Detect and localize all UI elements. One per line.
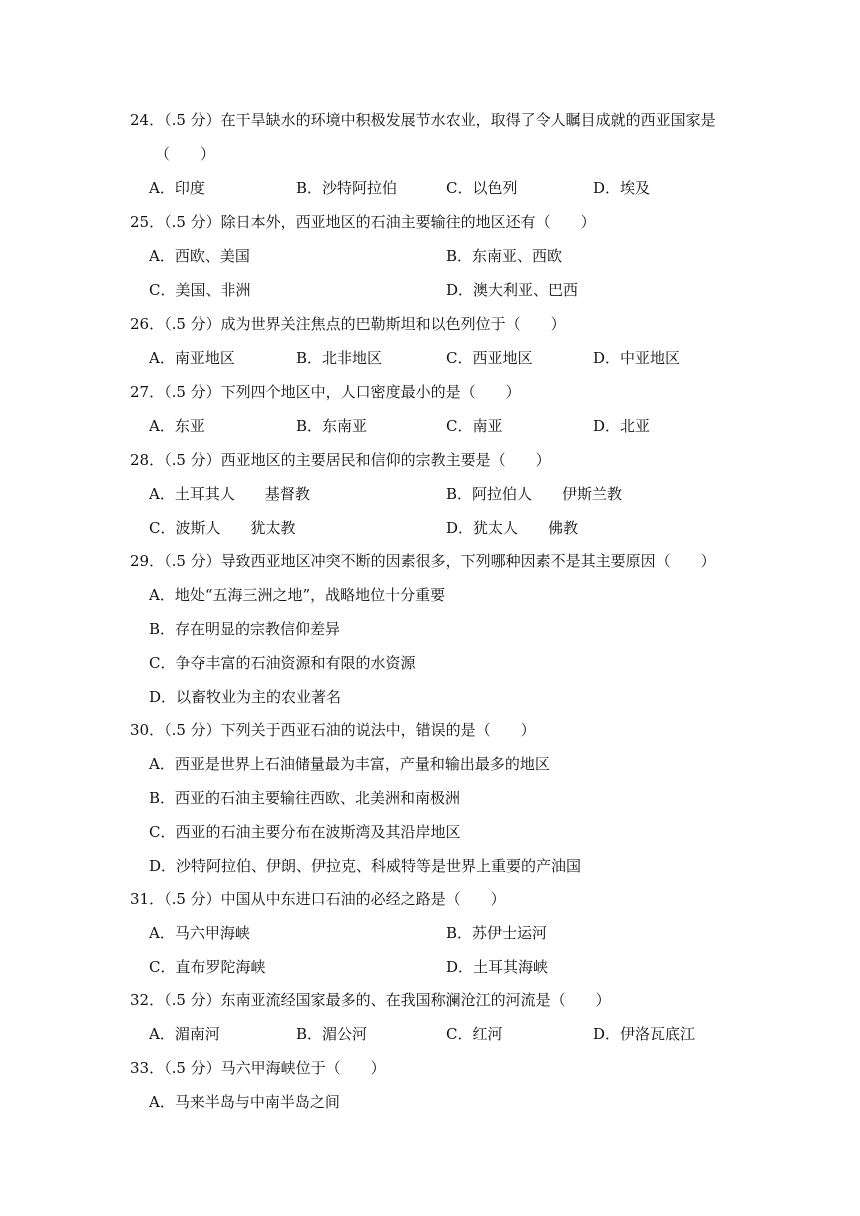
- question-32-stem: 32．（.5 分）东南亚流经国家最多的、在我国称澜沧江的河流是（ ）: [130, 991, 611, 1009]
- q25-option-d: D．澳大利亚、巴西: [446, 281, 579, 299]
- question-28-stem: 28．（.5 分）西亚地区的主要居民和信仰的宗教主要是（ ）: [130, 451, 551, 469]
- question-31-stem: 31．（.5 分）中国从中东进口石油的必经之路是（ ）: [130, 890, 506, 908]
- q24-option-d: D．埃及: [593, 179, 651, 197]
- question-26-stem: 26．（.5 分）成为世界关注焦点的巴勒斯坦和以色列位于（ ）: [130, 315, 566, 333]
- q31-option-b: B．苏伊士运河: [446, 924, 548, 942]
- question-24-stem: 24．（.5 分）在干旱缺水的环境中积极发展节水农业，取得了令人瞩目成就的西亚国家是: [130, 111, 716, 129]
- question-29-stem: 29．（.5 分）导致西亚地区冲突不断的因素很多，下列哪种因素不是其主要原因（ ）: [130, 552, 716, 570]
- q29-option-c: C．争夺丰富的石油资源和有限的水资源: [149, 654, 416, 672]
- q31-option-d: D．土耳其海峡: [446, 958, 549, 976]
- q28-option-d: D．犹太人 佛教: [446, 519, 579, 537]
- q28-option-a: A．土耳其人 基督教: [149, 485, 310, 503]
- q24-option-b: B．沙特阿拉伯: [296, 179, 398, 197]
- q28-option-c: C．波斯人 犹太教: [149, 519, 296, 537]
- q25-option-c: C．美国、非洲: [149, 281, 251, 299]
- question-30-stem: 30．（.5 分）下列关于西亚石油的说法中，错误的是（ ）: [130, 721, 536, 739]
- q25-option-a: A．西欧、美国: [149, 247, 250, 265]
- q24-option-c: C．以色列: [446, 179, 518, 197]
- q27-option-a: A．东亚: [149, 417, 205, 435]
- q30-option-c: C．西亚的石油主要分布在波斯湾及其沿岸地区: [149, 823, 461, 841]
- q30-option-d: D．沙特阿拉伯、伊朗、伊拉克、科威特等是世界上重要的产油国: [149, 857, 582, 875]
- q28-option-b: B．阿拉伯人 伊斯兰教: [446, 485, 623, 503]
- q30-option-b: B．西亚的石油主要输往西欧、北美洲和南极洲: [149, 789, 461, 807]
- q32-option-d: D．伊洛瓦底江: [593, 1025, 696, 1043]
- q32-option-a: A．湄南河: [149, 1025, 220, 1043]
- q25-option-b: B．东南亚、西欧: [446, 247, 563, 265]
- q29-option-d: D．以畜牧业为主的农业著名: [149, 688, 342, 706]
- q29-option-b: B．存在明显的宗教信仰差异: [149, 620, 341, 638]
- q31-option-a: A．马六甲海峡: [149, 924, 250, 942]
- q32-option-b: B．湄公河: [296, 1025, 368, 1043]
- q26-option-d: D．中亚地区: [593, 349, 681, 367]
- q29-option-a: A．地处“五海三洲之地”，战略地位十分重要: [149, 586, 446, 604]
- question-25-stem: 25．（.5 分）除日本外，西亚地区的石油主要输往的地区还有（ ）: [130, 213, 596, 231]
- q24-option-a: A．印度: [149, 179, 205, 197]
- q26-option-a: A．南亚地区: [149, 349, 235, 367]
- question-27-stem: 27．（.5 分）下列四个地区中，人口密度最小的是（ ）: [130, 383, 521, 401]
- question-24-stem-paren: （ ）: [155, 145, 216, 163]
- q27-option-b: B．东南亚: [296, 417, 368, 435]
- q31-option-c: C．直布罗陀海峡: [149, 958, 266, 976]
- q26-option-c: C．西亚地区: [446, 349, 533, 367]
- question-33-stem: 33．（.5 分）马六甲海峡位于（ ）: [130, 1059, 386, 1077]
- q26-option-b: B．北非地区: [296, 349, 383, 367]
- q27-option-c: C．南亚: [446, 417, 503, 435]
- q32-option-c: C．红河: [446, 1025, 503, 1043]
- q30-option-a: A．西亚是世界上石油储量最为丰富，产量和输出最多的地区: [149, 755, 550, 773]
- q27-option-d: D．北亚: [593, 417, 651, 435]
- q33-option-a: A．马来半岛与中南半岛之间: [149, 1093, 340, 1111]
